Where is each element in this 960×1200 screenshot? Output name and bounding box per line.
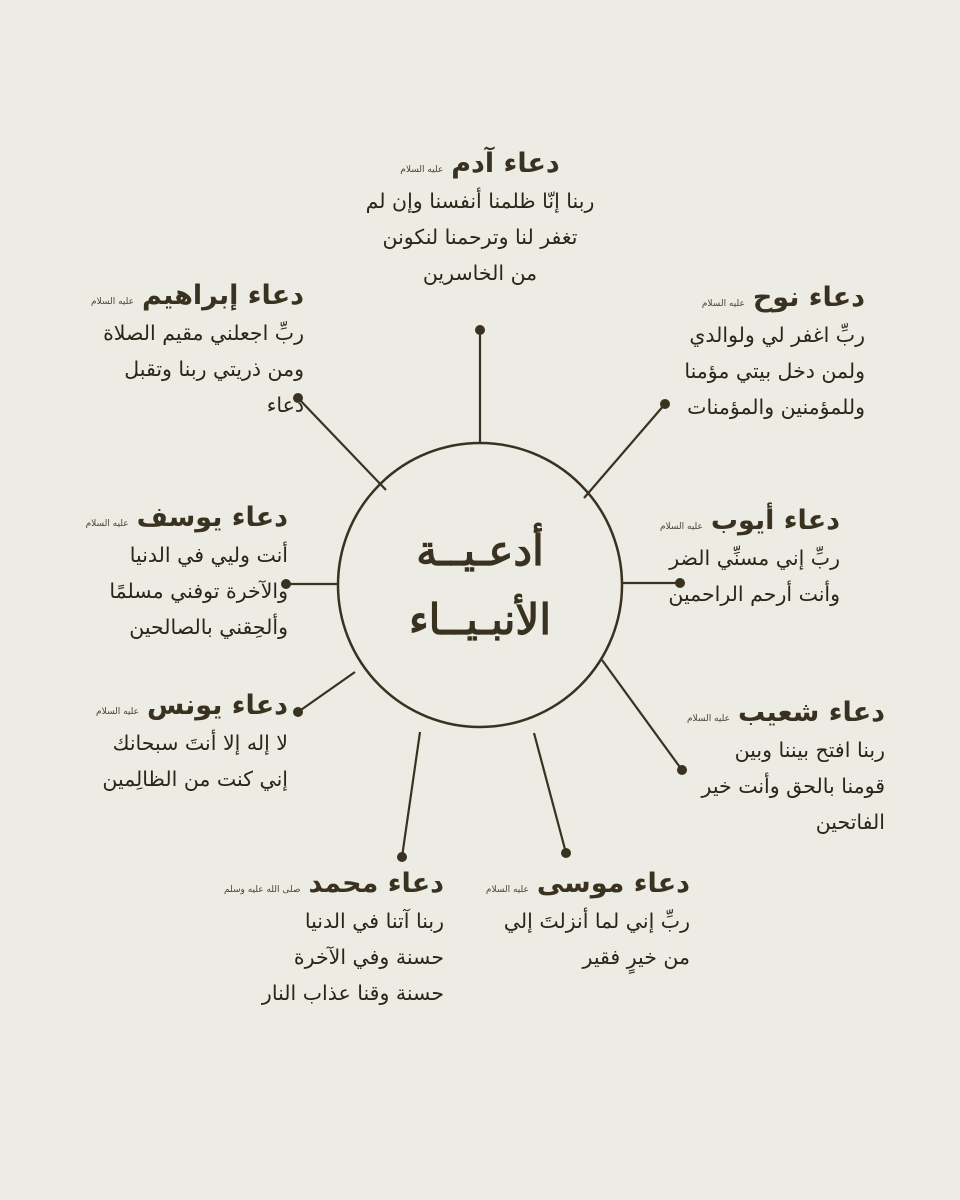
dua-ayyub-title: دعاء أيوب bbox=[710, 505, 840, 536]
dua-yusuf-line: والآخرة توفني مسلمًا bbox=[109, 579, 288, 603]
dua-ibrahim-line: ربِّ اجعلني مقيم الصلاة bbox=[103, 321, 304, 345]
dua-shuayb-text bbox=[585, 732, 885, 840]
dua-nuh-line: ربِّ اغفر لي ولوالدي bbox=[689, 323, 865, 347]
dua-ayyub bbox=[540, 505, 840, 612]
dua-ayyub-header bbox=[540, 505, 840, 536]
dua-yunus-line: إني كنت من الظالِمين bbox=[102, 767, 288, 791]
dua-ibrahim-title: دعاء إبراهيم bbox=[142, 280, 304, 311]
center-title-line-1: أدعـيــة bbox=[416, 525, 544, 575]
dua-muhammad-title: دعاء محمد bbox=[308, 868, 444, 899]
dua-yusuf-line: وألحِقني بالصالحين bbox=[129, 615, 288, 639]
dua-muhammad-line: ربنا آتنا في الدنيا bbox=[304, 909, 444, 933]
dua-ibrahim-line: ومن ذريتي ربنا وتقبل bbox=[124, 357, 304, 381]
dua-shuayb-line: قومنا بالحق وأنت خير bbox=[701, 774, 885, 798]
dua-musa-title: دعاء موسى bbox=[536, 868, 690, 899]
dua-musa-line: من خيرٍ فقير bbox=[582, 945, 690, 969]
dua-yusuf-honorific: عليه السلام bbox=[85, 519, 129, 529]
dua-muhammad bbox=[144, 868, 444, 1011]
dua-ayyub-line: وأنت أرحم الراحمين bbox=[668, 582, 840, 606]
dua-yunus-header bbox=[0, 690, 288, 721]
dua-muhammad-line: حسنة وقنا عذاب النار bbox=[261, 981, 444, 1005]
dua-musa-honorific: عليه السلام bbox=[485, 885, 529, 895]
dua-shuayb-line: الفاتحين bbox=[815, 810, 885, 834]
dua-shuayb-header bbox=[585, 697, 885, 728]
dua-ibrahim-text bbox=[4, 315, 304, 423]
dua-adam bbox=[330, 148, 630, 291]
dua-nuh-honorific: عليه السلام bbox=[701, 299, 745, 309]
dua-muhammad-line: حسنة وفي الآخرة bbox=[293, 945, 444, 969]
dua-yusuf-title: دعاء يوسف bbox=[136, 502, 288, 533]
dua-yusuf bbox=[0, 502, 288, 645]
dua-shuayb-title: دعاء شعيب bbox=[737, 697, 885, 728]
connector-dot-adam bbox=[475, 325, 485, 335]
dua-adam-title: دعاء آدم bbox=[451, 148, 560, 179]
dua-adam-line: تغفر لنا وترحمنا لنكونن bbox=[382, 225, 578, 249]
dua-ayyub-line: ربِّ إني مسنِّي الضر bbox=[669, 546, 840, 570]
dua-nuh-line: وللمؤمنين والمؤمنات bbox=[687, 395, 865, 419]
dua-nuh-title: دعاء نوح bbox=[752, 282, 865, 313]
dua-yunus-line: لا إله إلا أنتَ سبحانك bbox=[112, 731, 288, 755]
dua-nuh-header bbox=[565, 282, 865, 313]
connector-muhammad bbox=[402, 732, 420, 857]
dua-shuayb-honorific: عليه السلام bbox=[686, 714, 730, 724]
dua-yunus-title: دعاء يونس bbox=[146, 690, 288, 721]
dua-musa-line: ربِّ إني لما أنزلتَ إلي bbox=[503, 909, 690, 933]
dua-nuh-line: ولمن دخل بيتي مؤمنا bbox=[684, 359, 865, 383]
dua-adam-line: ربنا إنّا ظلمنا أنفسنا وإن لم bbox=[365, 189, 595, 213]
connector-dot-muhammad bbox=[397, 852, 407, 862]
dua-muhammad-honorific: صلى الله عليه وسلم bbox=[223, 885, 301, 895]
dua-ibrahim-honorific: عليه السلام bbox=[91, 297, 134, 307]
dua-muhammad-header bbox=[144, 868, 444, 899]
dua-shuayb bbox=[585, 697, 885, 840]
connector-dot-yunus bbox=[293, 707, 303, 717]
dua-yusuf-line: أنت وليي في الدنيا bbox=[129, 543, 288, 567]
center-title-line-2: الأنبـيــاء bbox=[408, 595, 552, 644]
dua-nuh-text bbox=[565, 317, 865, 425]
dua-muhammad-text bbox=[144, 903, 444, 1011]
dua-ibrahim-line: دعاء bbox=[266, 393, 304, 417]
dua-yusuf-header bbox=[0, 502, 288, 533]
dua-ayyub-text bbox=[540, 540, 840, 612]
dua-adam-line: من الخاسرين bbox=[422, 261, 538, 285]
connector-dot-musa bbox=[561, 848, 571, 858]
dua-yunus bbox=[0, 690, 288, 797]
connector-ibrahim bbox=[298, 398, 386, 490]
connector-musa bbox=[534, 733, 566, 853]
dua-adam-text bbox=[330, 183, 630, 291]
dua-yunus-honorific: عليه السلام bbox=[96, 707, 139, 717]
dua-ayyub-honorific: عليه السلام bbox=[659, 522, 703, 532]
dua-yunus-text bbox=[0, 725, 288, 797]
dua-adam-header bbox=[330, 148, 630, 179]
dua-nuh bbox=[565, 282, 865, 425]
dua-adam-honorific: عليه السلام bbox=[400, 165, 444, 175]
dua-shuayb-line: ربنا افتح بيننا وبين bbox=[734, 738, 885, 762]
dua-ibrahim-header bbox=[4, 280, 304, 311]
dua-ibrahim bbox=[4, 280, 304, 423]
dua-yusuf-text bbox=[0, 537, 288, 645]
